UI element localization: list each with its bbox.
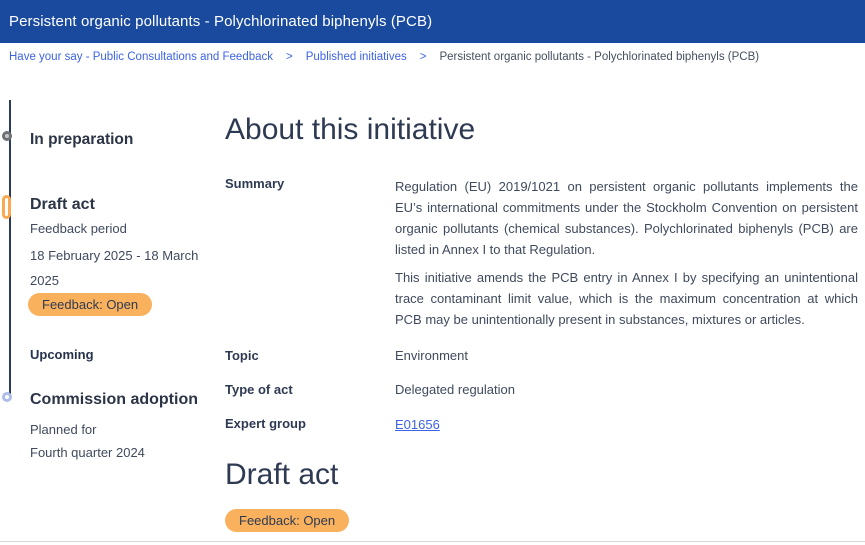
stage-in-preparation: In preparation	[30, 131, 134, 148]
about-initiative-heading: About this initiative	[225, 113, 476, 146]
feedback-open-badge: Feedback: Open	[225, 509, 349, 532]
timeline-sidebar	[0, 71, 215, 545]
breadcrumb-current-page: Persistent organic pollutants - Polychlorinated biphenyls (PCB)	[439, 51, 760, 63]
type-of-act-row	[225, 382, 858, 397]
summary-label: Summary	[225, 176, 285, 191]
feedback-open-badge: Feedback: Open	[28, 293, 152, 316]
breadcrumb-link-published-initiatives[interactable]: Published initiatives	[305, 51, 407, 63]
expert-group-link[interactable]: E01656	[395, 417, 440, 432]
chevron-right-icon: >	[419, 51, 427, 63]
feedback-period-label: Feedback period	[30, 221, 127, 236]
draft-act-marker-icon	[2, 195, 11, 219]
expert-group-row	[225, 416, 858, 434]
page-header	[0, 0, 865, 43]
summary-row	[225, 176, 858, 330]
timeline-line	[9, 100, 11, 400]
type-of-act-value: Delegated regulation	[395, 382, 515, 397]
planned-for-date: Fourth quarter 2024	[30, 445, 145, 460]
topic-value: Environment	[395, 348, 468, 363]
page-title: Persistent organic pollutants - Polychlorinated biphenyls (PCB)	[9, 13, 433, 30]
draft-act-heading: Draft act	[225, 458, 339, 491]
main-content	[215, 71, 865, 545]
body-row	[0, 71, 865, 545]
breadcrumb-link-have-your-say[interactable]: Have your say - Public Consultations and Feedback	[9, 51, 274, 63]
stage-draft-act: Draft act	[30, 196, 95, 213]
planned-for-label: Planned for	[30, 422, 97, 437]
topic-row	[225, 348, 858, 363]
feedback-period-dates: 18 February 2025 - 18 March 2025	[30, 248, 199, 288]
summary-text	[395, 176, 858, 330]
commission-adoption-marker-icon	[2, 392, 12, 402]
breadcrumb	[0, 43, 865, 71]
chevron-right-icon: >	[286, 51, 293, 63]
type-of-act-label: Type of act	[225, 382, 293, 397]
in-preparation-marker-icon	[2, 131, 12, 141]
summary-paragraph-1: Regulation (EU) 2019/1021 on persistent organic pollutants implements the EU’s international commitments under the Stockholm Convention on persistent organic pollutants (chemical substances). Polychlorinated biphenyls (PCB) are listed in Annex I to that Regulation.	[395, 179, 858, 257]
upcoming-label: Upcoming	[30, 347, 94, 362]
expert-group-label: Expert group	[225, 416, 306, 431]
topic-label: Topic	[225, 348, 259, 363]
summary-paragraph-2: This initiative amends the PCB entry in Annex I by specifying an unintentional trace contaminant limit value, which is the maximum concentration at which PCB may be unintentionally present in substances, mixtures or articles.	[395, 270, 858, 327]
bottom-divider	[0, 541, 865, 542]
stage-commission-adoption: Commission adoption	[30, 391, 198, 408]
